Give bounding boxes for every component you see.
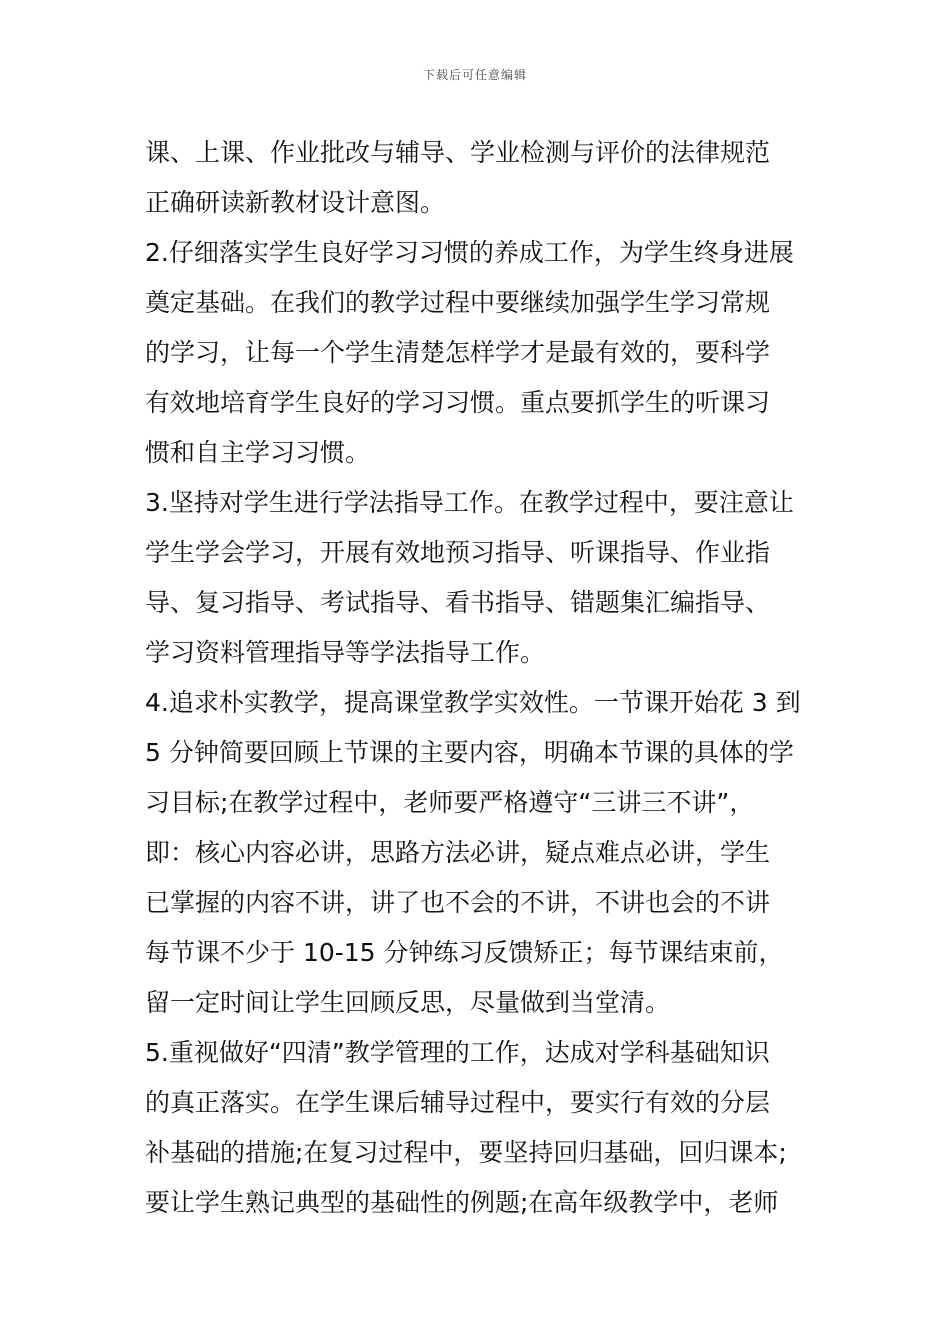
text-line: 5 分钟简要回顾上节课的主要内容，明确本节课的具体的学 xyxy=(145,738,794,767)
body-text xyxy=(145,128,813,1228)
text-line: 学生学会学习，开展有效地预习指导、听课指导、作业指 xyxy=(145,538,771,567)
text-line: 5.重视做好“四清”教学管理的工作，达成对学科基础知识 xyxy=(145,1038,770,1067)
text-line: 正确研读新教材设计意图。 xyxy=(145,188,446,217)
text-line: 已掌握的内容不讲，讲了也不会的不讲，不讲也会的不讲 xyxy=(145,888,771,917)
text-line: 导、复习指导、考试指导、看书指导、错题集汇编指导、 xyxy=(145,588,771,617)
text-line: 补基础的措施;在复习过程中，要坚持回归基础，回归课本; xyxy=(145,1138,787,1167)
page-header: 下载后可任意编辑 xyxy=(422,68,527,82)
text-line: 习目标;在教学过程中，老师要严格遵守“三讲三不讲”， xyxy=(145,788,755,817)
text-line: 课、上课、作业批改与辅导、学业检测与评价的法律规范 xyxy=(145,138,771,167)
text-line: 3.坚持对学生进行学法指导工作。在教学过程中，要注意让 xyxy=(145,488,794,517)
text-line: 惯和自主学习习惯。 xyxy=(145,438,371,467)
text-line: 4.追求朴实教学，提高课堂教学实效性。一节课开始花 3 到 xyxy=(145,688,801,717)
text-line: 即：核心内容必讲，思路方法必讲，疑点难点必讲，学生 xyxy=(145,838,771,867)
text-line: 学习资料管理指导等学法指导工作。 xyxy=(145,638,546,667)
text-line: 奠定基础。在我们的教学过程中要继续加强学生学习常规 xyxy=(145,288,771,317)
text-line: 的学习，让每一个学生清楚怎样学才是最有效的，要科学 xyxy=(145,338,771,367)
text-line: 2.仔细落实学生良好学习习惯的养成工作，为学生终身进展 xyxy=(145,238,794,267)
text-line: 要让学生熟记典型的基础性的例题;在高年级教学中，老师 xyxy=(145,1188,779,1217)
text-line: 有效地培育学生良好的学习习惯。重点要抓学生的听课习 xyxy=(145,388,771,417)
text-line: 每节课不少于 10-15 分钟练习反馈矫正；每节课结束前， xyxy=(145,938,784,967)
text-line: 的真正落实。在学生课后辅导过程中，要实行有效的分层 xyxy=(145,1088,771,1117)
text-line: 留一定时间让学生回顾反思，尽量做到当堂清。 xyxy=(145,988,671,1017)
